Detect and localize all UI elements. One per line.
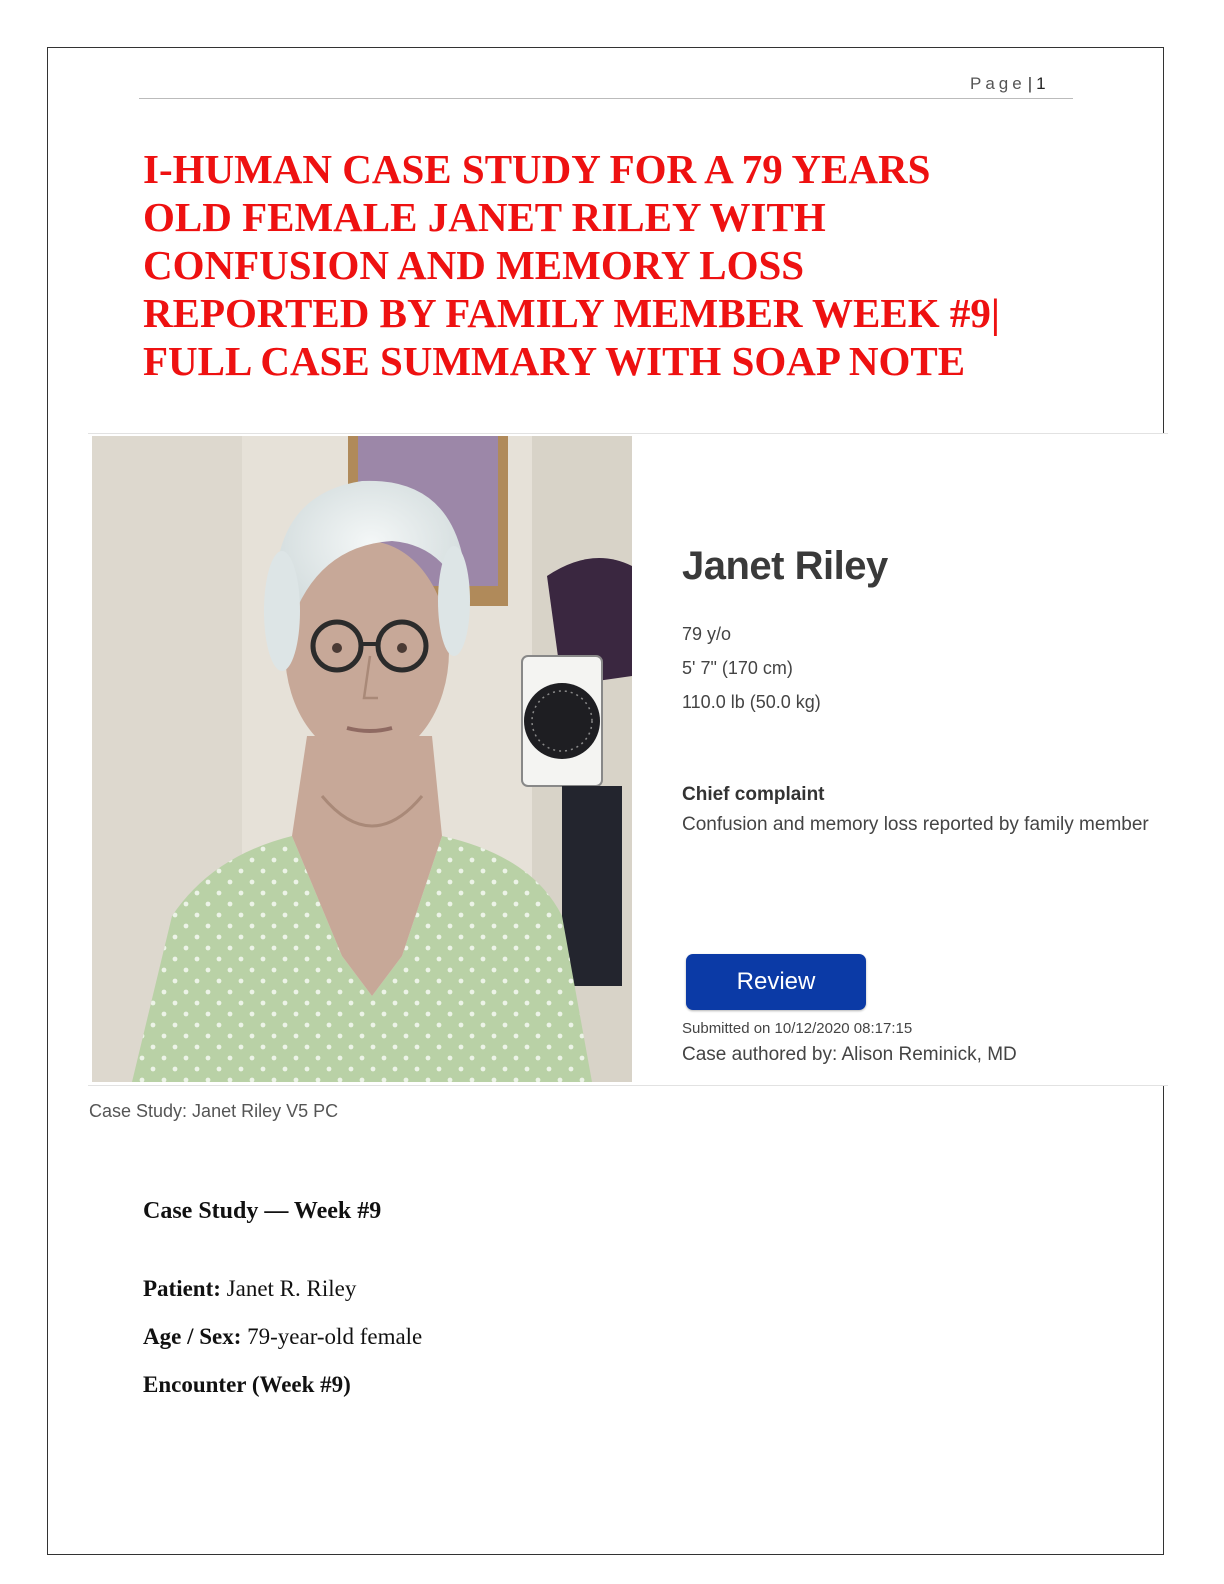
patient-info-panel <box>632 434 1168 1085</box>
encounter-label: Encounter (Week #9) <box>143 1372 351 1397</box>
age-sex-field <box>143 1324 422 1350</box>
patient-case-card <box>88 433 1168 1086</box>
encounter-field <box>143 1372 351 1398</box>
review-button[interactable]: Review <box>686 954 866 1010</box>
patient-field <box>143 1276 356 1302</box>
patient-height: 5' 7" (170 cm) <box>682 658 793 678</box>
page-word: Page <box>970 74 1026 93</box>
chief-complaint-label: Chief complaint <box>682 784 825 805</box>
age-sex-label: Age / Sex: <box>143 1324 242 1349</box>
patient-field-label: Patient: <box>143 1276 221 1301</box>
patient-field-value: Janet R. Riley <box>220 1276 357 1301</box>
patient-name: Janet Riley <box>682 544 888 588</box>
document-title: I-HUMAN CASE STUDY FOR A 79 YEARS OLD FEMALE JANET RILEY WITH CONFUSION AND MEMORY LOSS REPORTED BY FAMILY MEMBER WEEK #9| FULL CASE SUMMARY WITH SOAP NOTE <box>143 146 1000 384</box>
patient-weight: 110.0 lb (50.0 kg) <box>682 692 821 712</box>
patient-illustration <box>92 436 632 1082</box>
submitted-timestamp: Submitted on 10/12/2020 08:17:15 <box>682 1020 913 1037</box>
chief-complaint-text: Confusion and memory loss reported by family member <box>682 814 1149 835</box>
page-number: 1 <box>1036 74 1046 93</box>
page-separator: | <box>1027 74 1033 93</box>
case-author: Case authored by: Alison Reminick, MD <box>682 1044 1017 1065</box>
patient-age: 79 y/o <box>682 624 732 644</box>
figure-caption: Case Study: Janet Riley V5 PC <box>89 1101 339 1121</box>
header-rule <box>139 98 1073 99</box>
section-heading: Case Study — Week #9 <box>143 1198 382 1224</box>
page-number-header <box>970 74 1046 94</box>
age-sex-value: 79-year-old female <box>241 1324 423 1349</box>
patient-photo <box>92 436 632 1082</box>
